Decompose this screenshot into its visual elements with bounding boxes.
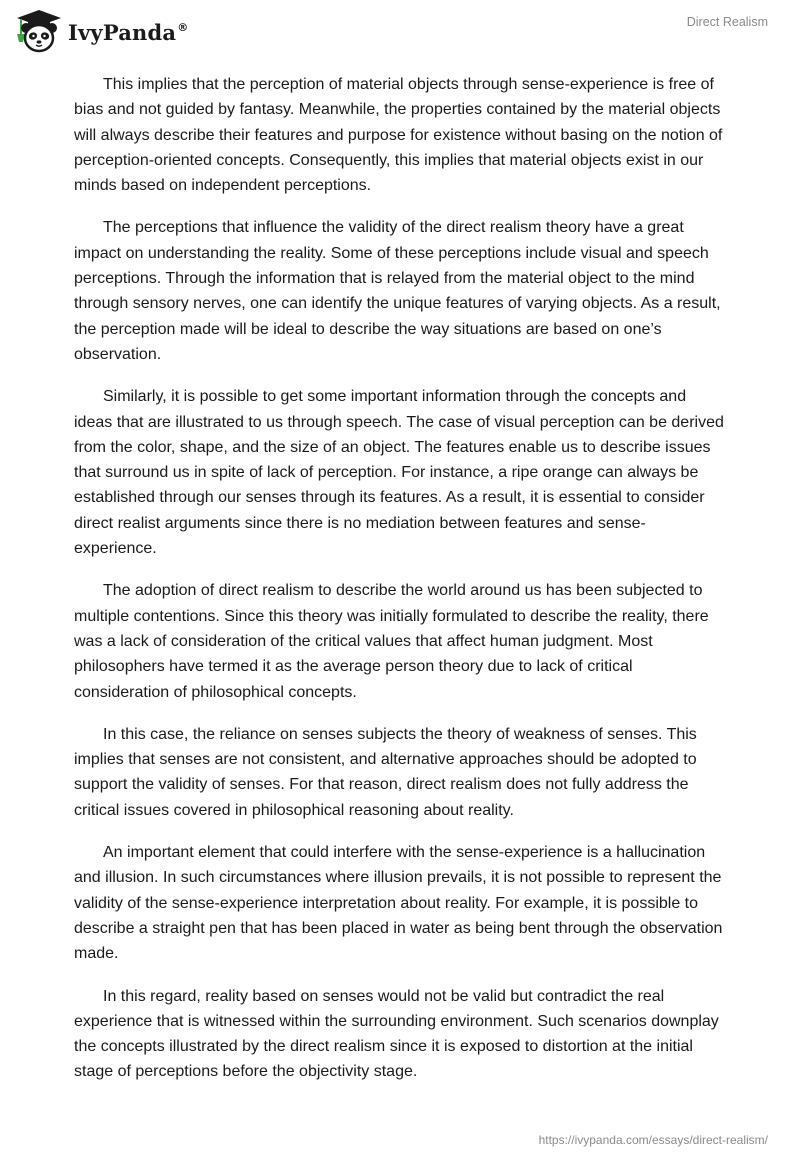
paragraph: The adoption of direct realism to describe the world around us has been subjected to multiple contentions. Since this theory was initially formulated to describe the reality, there was a lack of consideration of the critical values that affect human judgment. Most philosophers have termed it as the average person theory due to lack of critical consideration of philosophical concepts. [74, 582, 709, 701]
source-url-link[interactable]: https://ivypanda.com/essays/direct-realism/ [538, 1133, 768, 1147]
paragraph: In this case, the reliance on senses subjects the theory of weakness of senses. This implies that senses are not consistent, and alternative approaches should be adopted to support the validity of senses. For that reason, direct realism does not fully address the critical issues covered in philosophical reasoning about reality. [74, 725, 697, 819]
brand-logo[interactable] [14, 8, 188, 56]
brand-name: IvyPanda® [68, 19, 189, 45]
paragraph: In this regard, reality based on senses would not be valid but contradict the real experience that is witnessed within the surrounding environment. Such scenarios downplay the concepts illustrated by the direct realism since it is exposed to distortion at the initial stage of perceptions before the objectivity stage. [74, 987, 719, 1081]
paragraph: An important element that could interfere with the sense-experience is a hallucination and illusion. In such circumstances where illusion prevails, it is not possible to represent the validity of the sense-experience interpretation about reality. For example, it is possible to describe a straight pen that has been placed in water as being bent through the observation made. [74, 844, 723, 963]
document-title: Direct Realism [686, 15, 768, 29]
registered-mark: ® [177, 20, 189, 34]
paragraph: Similarly, it is possible to get some important information through the concepts and ideas that are illustrated to us through speech. The case of visual perception can be derived from the color, shape, and the size of an object. The features enable us to describe issues that surround us in spite of lack of perception. For instance, a ripe orange can always be established through our senses through its features. As a result, it is essential to consider direct realist arguments since there is no mediation between features and sense-experience. [74, 388, 724, 558]
essay-body [74, 72, 724, 1102]
panda-graduate-logo-icon [14, 8, 64, 56]
page-header [0, 0, 800, 60]
paragraph: This implies that the perception of material objects through sense-experience is free of bias and not guided by fantasy. Meanwhile, the properties contained by the material objects will always describe their features and purpose for existence without basing on the notion of perception-oriented concepts. Consequently, this implies that material objects exist in our minds based on independent perceptions. [74, 76, 723, 195]
paragraph: The perceptions that influence the validity of the direct realism theory have a great impact on understanding the reality. Some of these perceptions include visual and speech perceptions. Through the information that is relayed from the material object to the mind through sensory nerves, one can identify the unique features of varying objects. As a result, the perception made will be ideal to describe the way situations are based on one’s observation. [74, 219, 721, 363]
